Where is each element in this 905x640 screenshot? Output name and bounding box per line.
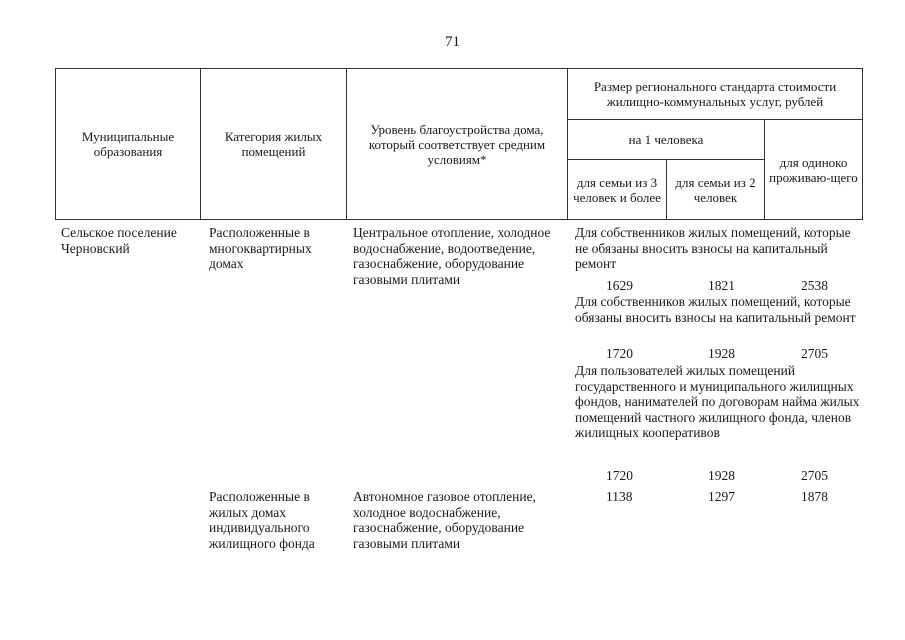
level-cell-2: Автономное газовое отопление, холодное водоснабжение, газоснабжение, оборудование газовыми плитами bbox=[353, 489, 536, 551]
header-category: Категория жилых помещений bbox=[201, 69, 347, 220]
header-municipal: Муниципальные образования bbox=[56, 69, 201, 220]
value-4-family3: 1138 bbox=[606, 489, 633, 504]
value-4-single: 1878 bbox=[801, 489, 828, 504]
header-standard: Размер регионального стандарта стоимости жилищно-коммунальных услуг, рублей bbox=[568, 69, 863, 120]
value-3-family3: 1720 bbox=[606, 468, 633, 483]
value-1-family2: 1821 bbox=[708, 278, 735, 293]
header-level: Уровень благоустройства дома, который соответствует средним условиям* bbox=[347, 69, 568, 220]
table-header bbox=[55, 68, 863, 220]
level-cell-1: Центральное отопление, холодное водоснабжение, водоотведение, газоснабжение, оборудование газовыми плитами bbox=[353, 225, 551, 287]
header-per-person: на 1 человека bbox=[568, 120, 765, 160]
category-cell-2: Расположенные в жилых домах индивидуального жилищного фонда bbox=[209, 489, 315, 551]
header-family2: для семьи из 2 человек bbox=[667, 160, 765, 220]
header-family3: для семьи из 3 человек и более bbox=[568, 160, 667, 220]
value-3-family2: 1928 bbox=[708, 468, 735, 483]
note-1: Для собственников жилых помещений, которые не обязаны вносить взносы на капитальный ремонт bbox=[575, 225, 851, 271]
page-number: 71 bbox=[445, 34, 460, 50]
note-2: Для собственников жилых помещений, которые обязаны вносить взносы на капитальный ремонт bbox=[575, 294, 856, 325]
category-cell-1: Расположенные в многоквартирных домах bbox=[209, 225, 312, 271]
value-1-single: 2538 bbox=[801, 278, 828, 293]
value-3-single: 2705 bbox=[801, 468, 828, 483]
value-2-family3: 1720 bbox=[606, 346, 633, 361]
value-2-family2: 1928 bbox=[708, 346, 735, 361]
municipality-cell: Сельское поселение Черновский bbox=[61, 225, 177, 256]
value-1-family3: 1629 bbox=[606, 278, 633, 293]
note-3: Для пользователей жилых помещений государственного и муниципального жилищных фондов, нанимателей по договорам найма жилых помещений частного жилищного фонда, членов жилищных кооперативов bbox=[575, 363, 860, 440]
value-2-single: 2705 bbox=[801, 346, 828, 361]
value-4-family2: 1297 bbox=[708, 489, 735, 504]
header-single: для одиноко проживаю-щего bbox=[765, 120, 863, 220]
